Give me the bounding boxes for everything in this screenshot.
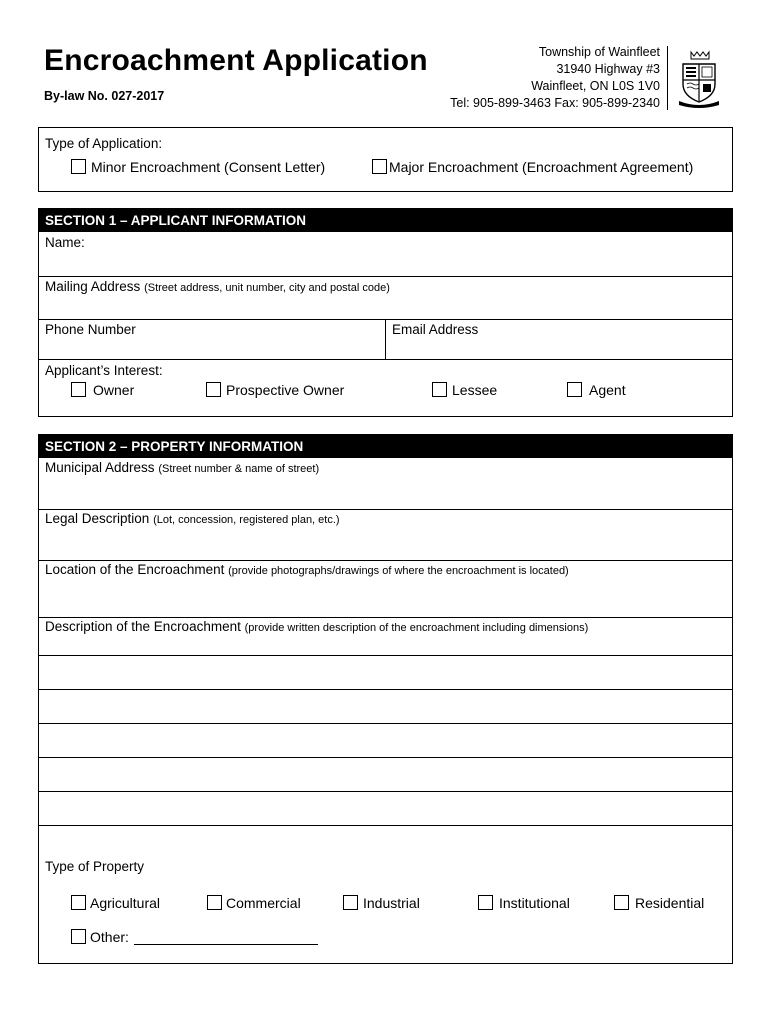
description-hint: (provide written description of the encroachment including dimensions) <box>244 622 589 634</box>
section1-box <box>38 208 733 417</box>
bylaw-number: By-law No. 027-2017 <box>44 89 165 103</box>
owner-label: Owner <box>93 382 135 398</box>
description-line-field[interactable] <box>39 724 732 757</box>
legal-description-hint: (Lot, concession, registered plan, etc.) <box>153 514 340 526</box>
email-label: Email Address <box>392 322 479 337</box>
agricultural-label: Agricultural <box>90 895 161 911</box>
agricultural-checkbox[interactable] <box>71 895 86 910</box>
industrial-checkbox[interactable] <box>343 895 358 910</box>
other-checkbox[interactable] <box>71 929 86 944</box>
location-hint: (provide photographs/drawings of where the encroachment is located) <box>228 565 569 577</box>
residential-checkbox[interactable] <box>614 895 629 910</box>
residential-label: Residential <box>635 895 705 911</box>
property-type-label: Type of Property <box>45 859 145 874</box>
municipal-address-label-text: Municipal Address <box>45 460 155 475</box>
description-line-field[interactable] <box>39 792 732 825</box>
name-field[interactable] <box>39 232 732 276</box>
description-line-field[interactable] <box>39 656 732 689</box>
minor-encroachment-checkbox[interactable] <box>71 159 86 174</box>
description-field[interactable] <box>39 618 732 655</box>
section1-heading: SECTION 1 – APPLICANT INFORMATION <box>39 209 732 232</box>
institutional-label: Institutional <box>499 895 570 911</box>
owner-checkbox[interactable] <box>71 382 86 397</box>
prospective-owner-checkbox[interactable] <box>206 382 221 397</box>
contact-line-4: Tel: 905-899-3463 Fax: 905-899-2340 <box>450 96 660 110</box>
mailing-address-label-text: Mailing Address <box>45 279 141 294</box>
description-line-field[interactable] <box>39 758 732 791</box>
applicant-interest-label: Applicant’s Interest: <box>45 363 163 378</box>
municipal-address-field[interactable] <box>39 458 732 509</box>
page-title: Encroachment Application <box>44 44 428 77</box>
legal-description-field[interactable] <box>39 510 732 560</box>
contact-line-3: Wainfleet, ON L0S 1V0 <box>531 79 660 93</box>
mailing-address-hint: (Street address, unit number, city and postal code) <box>144 282 390 294</box>
lessee-label: Lessee <box>452 382 498 398</box>
agent-label: Agent <box>589 382 626 398</box>
contact-block <box>450 44 660 112</box>
institutional-checkbox[interactable] <box>478 895 493 910</box>
agent-checkbox[interactable] <box>567 382 582 397</box>
email-field[interactable] <box>386 320 732 359</box>
other-label: Other: <box>90 929 129 945</box>
other-input[interactable] <box>134 944 318 945</box>
legal-description-label-text: Legal Description <box>45 511 150 526</box>
township-crest-icon <box>677 48 721 108</box>
section2-box <box>38 434 733 964</box>
location-label-text: Location of the Encroachment <box>45 562 225 577</box>
description-line-field[interactable] <box>39 826 732 859</box>
description-label-text: Description of the Encroachment <box>45 619 241 634</box>
mailing-address-field[interactable] <box>39 277 732 319</box>
contact-line-2: 31940 Highway #3 <box>556 62 660 76</box>
contact-line-1: Township of Wainfleet <box>538 45 660 59</box>
application-type-label: Type of Application: <box>45 136 163 151</box>
description-line-field[interactable] <box>39 690 732 723</box>
phone-label: Phone Number <box>45 322 136 337</box>
prospective-owner-label: Prospective Owner <box>226 382 345 398</box>
commercial-checkbox[interactable] <box>207 895 222 910</box>
lessee-checkbox[interactable] <box>432 382 447 397</box>
commercial-label: Commercial <box>226 895 301 911</box>
minor-encroachment-label: Minor Encroachment (Consent Letter) <box>91 159 326 175</box>
municipal-address-hint: (Street number & name of street) <box>158 463 320 475</box>
phone-field[interactable] <box>39 320 385 359</box>
application-type-box <box>38 127 733 192</box>
section2-heading: SECTION 2 – PROPERTY INFORMATION <box>39 435 732 458</box>
name-label: Name: <box>45 235 85 250</box>
industrial-label: Industrial <box>363 895 420 911</box>
major-encroachment-label: Major Encroachment (Encroachment Agreement) <box>389 159 694 175</box>
major-encroachment-checkbox[interactable] <box>372 159 387 174</box>
row-divider <box>39 359 732 360</box>
header-divider <box>667 46 668 110</box>
location-field[interactable] <box>39 561 732 617</box>
